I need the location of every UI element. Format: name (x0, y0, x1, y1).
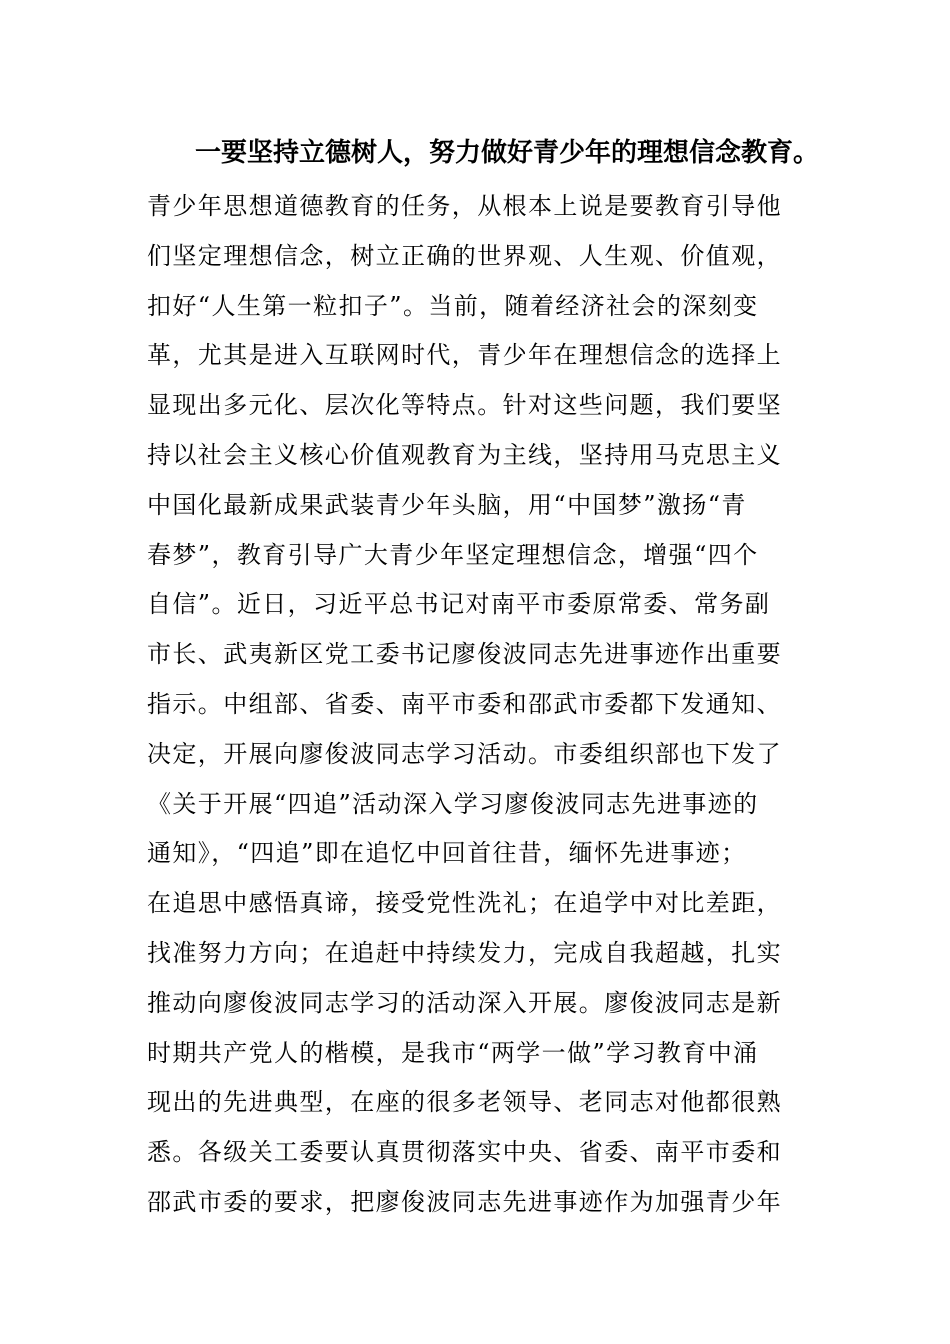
text-line: 决定，开展向廖俊波同志学习活动。市委组织部也下发了 (147, 739, 782, 768)
text-line: 现出的先进典型，在座的很多老领导、老同志对他都很熟 (147, 1088, 782, 1117)
text-line: 中国化最新成果武装青少年头脑，用“中国梦”激扬“青 (147, 490, 747, 519)
text-line: 青少年思想道德教育的任务，从根本上说是要教育引导他 (147, 192, 782, 220)
text-line: 春梦”，教育引导广大青少年坚定理想信念，增强“四个 (147, 540, 759, 569)
text-line: 扣好“人生第一粒扣子”。当前，随着经济社会的深刻变 (147, 291, 759, 320)
text-line: 通知》，“四追”即在追忆中回首往昔，缅怀先进事迹； (147, 839, 747, 868)
text-line: 指示。中组部、省委、南平市委和邵武市委都下发通知、 (147, 689, 782, 718)
text-line: 革，尤其是进入互联网时代，青少年在理想信念的选择上 (147, 341, 782, 370)
text-line: 显现出多元化、层次化等特点。针对这些问题，我们要坚 (147, 391, 782, 420)
section-heading: 一要坚持立德树人，努力做好青少年的理想信念教育。 (195, 138, 820, 168)
text-line: 在追思中感悟真谛，接受党性洗礼；在追学中对比差距， (147, 889, 782, 918)
text-line: 找准努力方向；在追赶中持续发力，完成自我超越，扎实 (147, 938, 782, 967)
text-line: 持以社会主义核心价值观教育为主线，坚持用马克思主义 (147, 440, 782, 469)
body-text (147, 182, 827, 1228)
text-line: 们坚定理想信念，树立正确的世界观、人生观、价值观， (147, 241, 782, 270)
text-line: 邵武市委的要求，把廖俊波同志先进事迹作为加强青少年 (147, 1187, 782, 1216)
text-line: 推动向廖俊波同志学习的活动深入开展。廖俊波同志是新 (147, 988, 782, 1017)
text-line: 自信”。近日，习近平总书记对南平市委原常委、常务副 (147, 590, 771, 619)
text-line: 时期共产党人的楷模，是我市“两学一做”学习教育中涌 (147, 1038, 759, 1067)
text-line: 市长、武夷新区党工委书记廖俊波同志先进事迹作出重要 (147, 640, 782, 669)
text-line: 悉。各级关工委要认真贯彻落实中央、省委、南平市委和 (147, 1138, 782, 1167)
text-line: 《关于开展“四追”活动深入学习廖俊波同志先进事迹的 (147, 789, 759, 818)
